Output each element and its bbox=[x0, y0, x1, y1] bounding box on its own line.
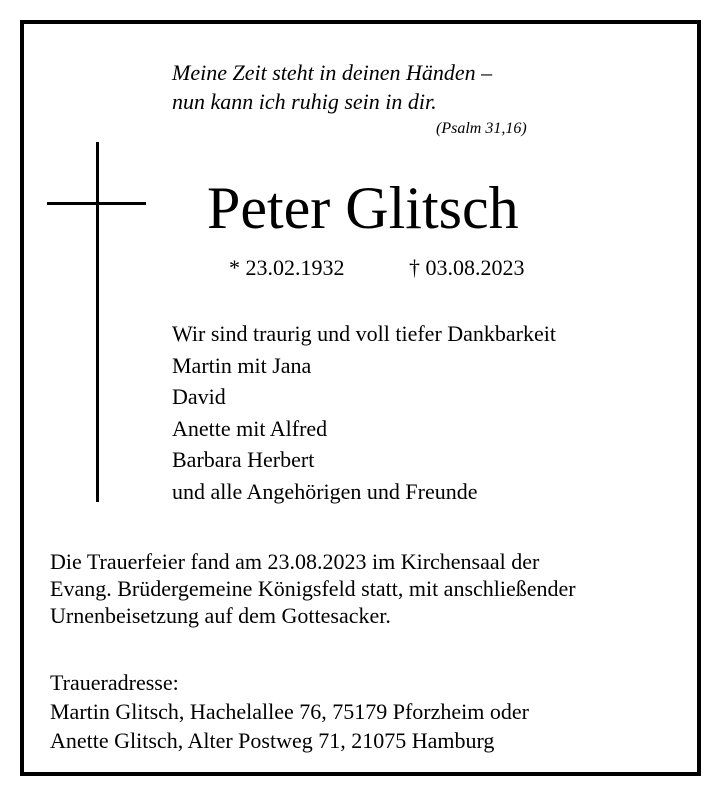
death-date: † 03.08.2023 bbox=[409, 255, 525, 280]
verse-reference: (Psalm 31,16) bbox=[436, 120, 527, 137]
mourners-intro: Wir sind traurig und voll tiefer Dankbarkeit bbox=[172, 321, 557, 346]
address-line: Anette Glitsch, Alter Postweg 71, 21075 Hamburg bbox=[50, 728, 495, 753]
mourner-entry: Anette mit Alfred bbox=[172, 415, 328, 441]
mourner-entry: Barbara Herbert bbox=[172, 447, 315, 472]
ceremony-notice bbox=[50, 548, 576, 629]
mourners-list bbox=[172, 318, 556, 507]
cross-icon bbox=[96, 142, 99, 502]
birth-date: * 23.02.1932 bbox=[229, 255, 345, 280]
verse-line: nun kann ich ruhig sein in dir. bbox=[172, 89, 437, 114]
deceased-name: Peter Glitsch bbox=[207, 175, 519, 241]
address-heading: Traueradresse: bbox=[50, 670, 179, 695]
ceremony-line: Die Trauerfeier fand am 23.08.2023 im Kirchensaal der bbox=[50, 549, 540, 574]
address-line: Martin Glitsch, Hachelallee 76, 75179 Pforzheim oder bbox=[50, 699, 529, 724]
cross-icon-crossbar bbox=[47, 202, 146, 205]
ceremony-line: Urnenbeisetzung auf dem Gottesacker. bbox=[50, 603, 391, 628]
mourner-entry: Martin mit Jana bbox=[172, 352, 312, 378]
mourning-address bbox=[50, 668, 529, 755]
ceremony-line: Evang. Brüdergemeine Königsfeld statt, mit anschließender bbox=[50, 576, 576, 601]
bible-verse bbox=[172, 58, 492, 116]
mourner-entry: David bbox=[172, 384, 226, 409]
mourner-entry: und alle Angehörigen und Freunde bbox=[172, 478, 478, 504]
verse-line: Meine Zeit steht in deinen Händen – bbox=[172, 60, 493, 85]
